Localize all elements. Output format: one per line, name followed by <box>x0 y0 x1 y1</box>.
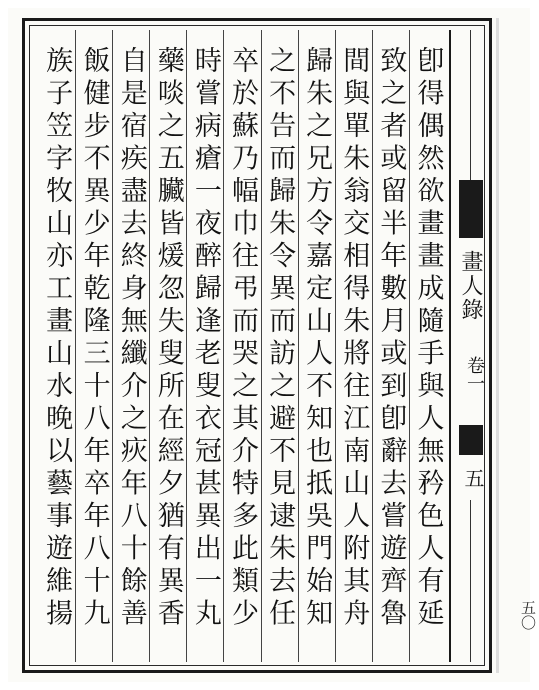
text-column <box>261 30 298 662</box>
column-text: 時嘗病瘡一夜醉歸逢老叟衣冠甚異出一丸 <box>189 46 221 631</box>
fold-black-block <box>459 425 483 455</box>
text-column <box>112 30 149 662</box>
column-text: 歸朱之兄方令嘉定山人不知也抵吳門始知 <box>301 46 333 631</box>
text-column <box>75 30 112 662</box>
page-number: 五〇 <box>519 600 537 630</box>
fold-volume-label: 卷一 <box>464 356 485 392</box>
column-text: 卒於蘇乃幅巾往弔而哭之其介特多此類少 <box>226 46 258 631</box>
text-column <box>186 30 223 662</box>
fold-section-number: 五 <box>461 468 485 488</box>
column-text: 飯健步不異少年乾隆三十八年卒年八十九 <box>78 46 110 631</box>
page-edge-shadow <box>496 18 499 673</box>
column-text: 族子笠字牧山亦工畫山水晚以藝事遊維揚 <box>41 46 73 631</box>
text-columns <box>38 30 446 662</box>
text-column <box>372 30 409 662</box>
column-text: 致之者或留半年數月或到卽辭去嘗遊齊魯 <box>375 46 407 631</box>
fold-book-title: 畫人錄 <box>458 250 483 322</box>
text-column <box>409 30 446 662</box>
column-text: 之不告而歸朱令異而訪之避不見逮朱去任 <box>264 46 296 631</box>
column-text: 自是宿疾盡去終身無纖介之疢年八十餘善 <box>115 46 147 631</box>
text-column <box>223 30 260 662</box>
fold-center-line <box>470 30 471 180</box>
column-text: 卽得偶然欲畫畫成隨手與人無矜色人有延 <box>412 46 444 631</box>
book-page <box>8 8 537 682</box>
column-text: 藥啖之五臟皆煖忽失叟所在經夕猶有異香 <box>152 46 184 631</box>
text-column <box>38 30 75 662</box>
fold-center-line-lower <box>470 500 471 662</box>
fold-strip <box>449 30 489 662</box>
column-text: 間與單朱翁交相得朱將往江南山人附其舟 <box>338 46 370 631</box>
fold-black-fishtail <box>459 180 483 238</box>
text-column <box>149 30 186 662</box>
text-column <box>298 30 335 662</box>
text-column <box>335 30 372 662</box>
